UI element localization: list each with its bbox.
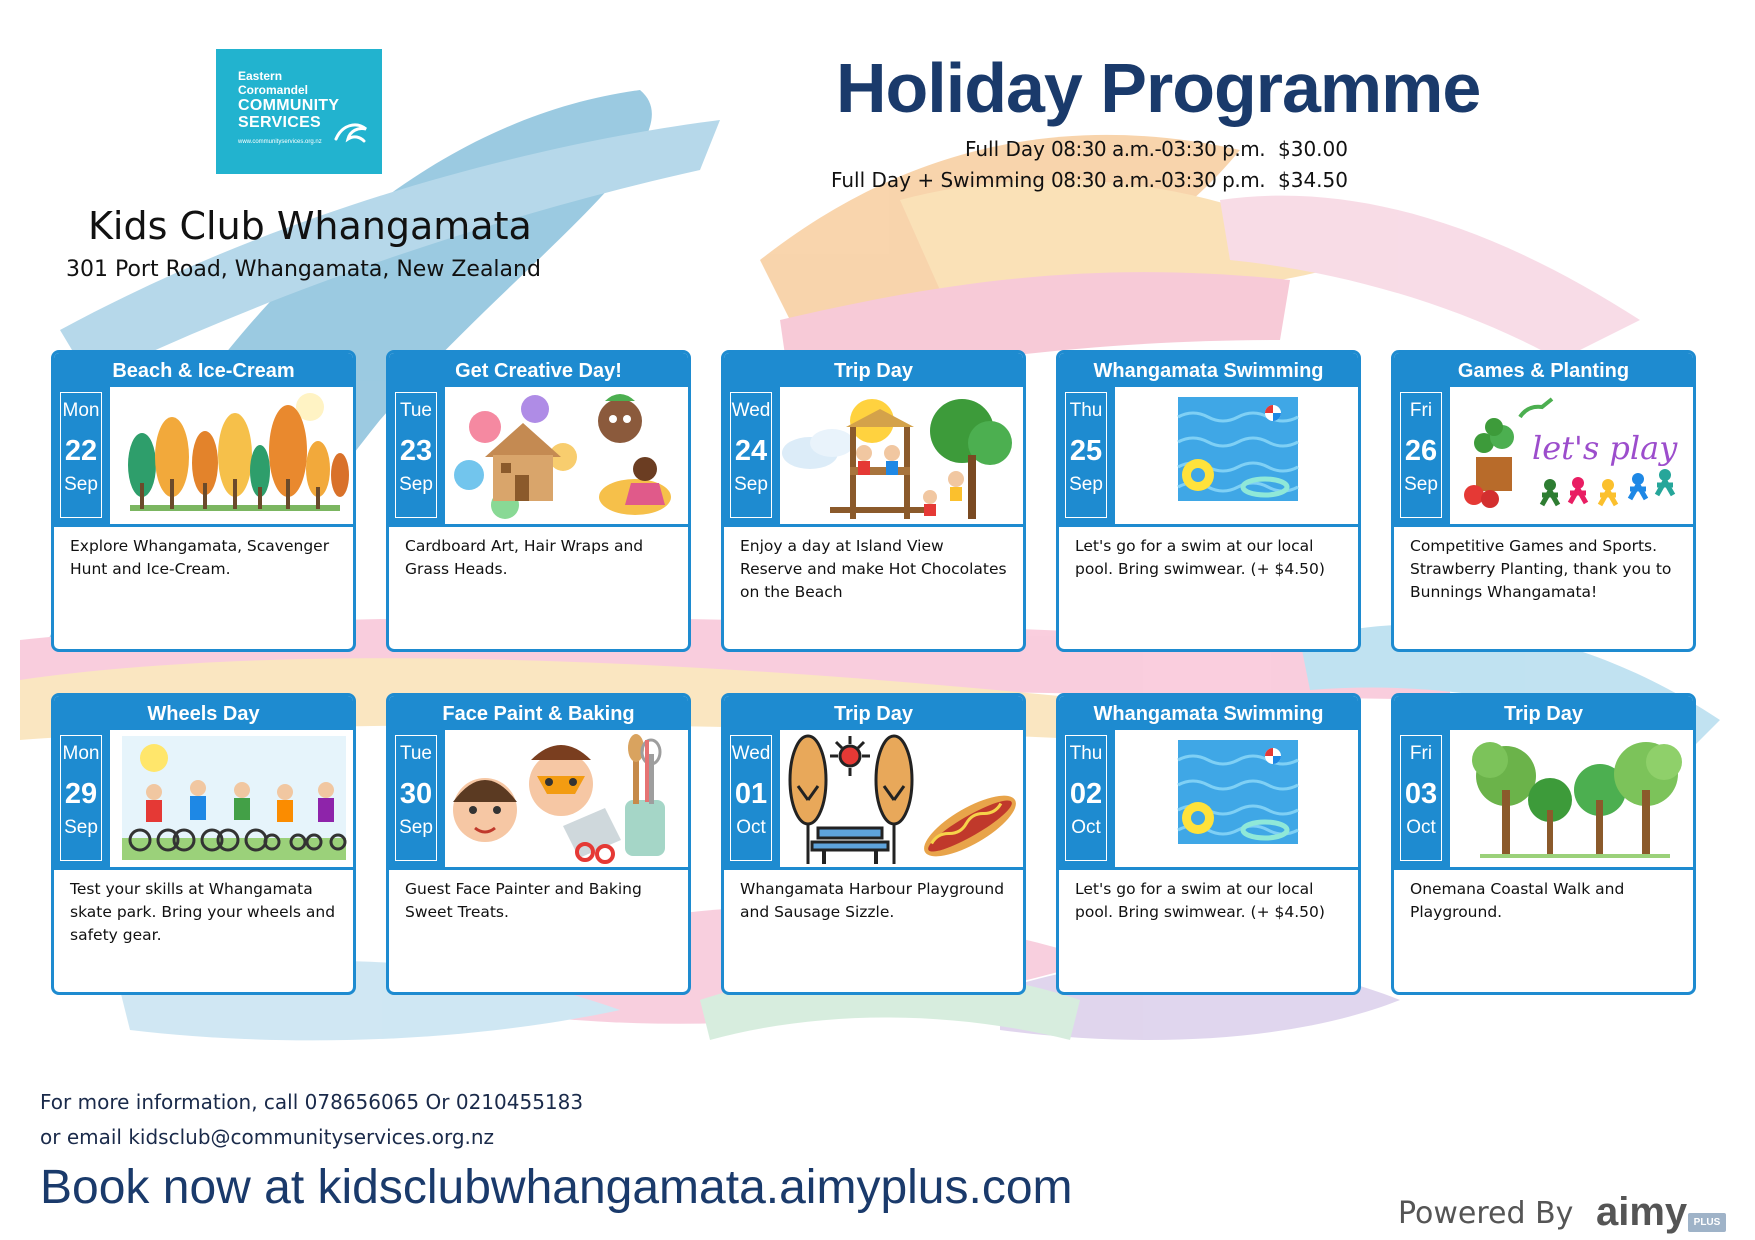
date-badge <box>1065 735 1107 861</box>
date-badge <box>60 735 102 861</box>
date-column <box>389 387 445 524</box>
card-title: Whangamata Swimming <box>1059 696 1358 730</box>
price-list <box>820 137 1360 199</box>
date-badge <box>395 392 437 518</box>
date-column <box>724 387 780 524</box>
park-hotdog-illustration <box>780 730 1023 867</box>
date-day: 02 <box>1069 778 1103 810</box>
crafts-illustration <box>445 387 688 524</box>
activity-card <box>1391 350 1696 652</box>
date-weekday: Wed <box>731 743 771 764</box>
date-month: Sep <box>399 817 433 838</box>
logo-line-2: Coromandel <box>238 83 309 97</box>
date-month: Sep <box>734 474 768 495</box>
lets-play-illustration <box>1450 387 1693 524</box>
card-title: Beach & Ice-Cream <box>54 353 353 387</box>
community-services-logo <box>216 49 382 174</box>
price-amount: $30.00 <box>1278 137 1348 161</box>
price-label: Full Day <box>964 137 1045 161</box>
logo-url: www.communityservices.org.nz <box>238 139 322 145</box>
date-day: 30 <box>399 778 433 810</box>
date-weekday: Mon <box>62 743 100 764</box>
price-amount: $34.50 <box>1278 168 1348 192</box>
date-month: Oct <box>1406 817 1436 838</box>
playground-illustration <box>780 387 1023 524</box>
activity-card <box>386 693 691 995</box>
date-badge <box>1400 392 1442 518</box>
logo-line-1: Eastern <box>238 69 283 83</box>
price-row <box>820 137 1360 168</box>
page-title: Holiday Programme <box>836 49 1481 127</box>
date-month: Oct <box>1071 817 1101 838</box>
card-description: Enjoy a day at Island View Reserve and make Hot Chocolates on the Beach <box>724 524 1023 649</box>
activity-card <box>721 350 1026 652</box>
date-weekday: Mon <box>62 400 100 421</box>
date-month: Oct <box>736 817 766 838</box>
card-title: Wheels Day <box>54 696 353 730</box>
price-row <box>820 168 1360 199</box>
date-day: 26 <box>1404 435 1438 467</box>
date-day: 01 <box>734 778 768 810</box>
date-badge <box>730 392 772 518</box>
pool-illustration <box>1115 387 1358 524</box>
powered-by-label: Powered By <box>1398 1196 1574 1231</box>
date-month: Sep <box>399 474 433 495</box>
aimy-plus-badge: PLUS <box>1688 1213 1726 1232</box>
date-badge <box>1065 392 1107 518</box>
date-column <box>1394 387 1450 524</box>
club-address: 301 Port Road, Whangamata, New Zealand <box>66 257 541 282</box>
price-label: Full Day + Swimming <box>830 168 1045 192</box>
date-column <box>1059 387 1115 524</box>
activity-card <box>721 693 1026 995</box>
card-description: Whangamata Harbour Playground and Sausage Sizzle. <box>724 867 1023 992</box>
date-badge <box>1400 735 1442 861</box>
date-badge <box>60 392 102 518</box>
card-description: Test your skills at Whangamata skate park. Bring your wheels and safety gear. <box>54 867 353 992</box>
activity-card <box>1056 693 1361 995</box>
card-description: Onemana Coastal Walk and Playground. <box>1394 867 1693 992</box>
date-month: Sep <box>1069 474 1103 495</box>
card-title: Face Paint & Baking <box>389 696 688 730</box>
date-day: 24 <box>734 435 768 467</box>
price-time: 08:30 a.m.-03:30 p.m. <box>1051 168 1266 192</box>
aimy-logo: aimy <box>1596 1190 1688 1234</box>
card-description: Explore Whangamata, Scavenger Hunt and Ice-Cream. <box>54 524 353 649</box>
price-time: 08:30 a.m.-03:30 p.m. <box>1051 137 1266 161</box>
logo-line-4: SERVICES <box>238 114 322 131</box>
date-weekday: Thu <box>1069 743 1103 764</box>
activity-card <box>51 693 356 995</box>
card-title: Trip Day <box>1394 696 1693 730</box>
card-title: Trip Day <box>724 353 1023 387</box>
date-weekday: Tue <box>399 400 433 421</box>
bikes-illustration <box>110 730 353 867</box>
card-description: Let's go for a swim at our local pool. Bring swimwear. (+ $4.50) <box>1059 867 1358 992</box>
date-weekday: Tue <box>399 743 433 764</box>
date-day: 22 <box>64 435 98 467</box>
logo-line-3: COMMUNITY <box>238 97 340 114</box>
date-column <box>724 730 780 867</box>
date-column <box>1394 730 1450 867</box>
activity-card <box>386 350 691 652</box>
activity-card <box>1391 693 1696 995</box>
card-description: Competitive Games and Sports. Strawberry Planting, thank you to Bunnings Whangamata! <box>1394 524 1693 649</box>
date-month: Sep <box>1404 474 1438 495</box>
card-description: Cardboard Art, Hair Wraps and Grass Heads. <box>389 524 688 649</box>
date-day: 29 <box>64 778 98 810</box>
date-weekday: Thu <box>1069 400 1103 421</box>
date-badge <box>730 735 772 861</box>
card-description: Let's go for a swim at our local pool. Bring swimwear. (+ $4.50) <box>1059 524 1358 649</box>
card-description: Guest Face Painter and Baking Sweet Treats. <box>389 867 688 992</box>
wave-icon <box>334 119 370 145</box>
card-title: Get Creative Day! <box>389 353 688 387</box>
face-paint-baking-illustration <box>445 730 688 867</box>
pool-illustration <box>1115 730 1358 867</box>
date-month: Sep <box>64 474 98 495</box>
date-day: 25 <box>1069 435 1103 467</box>
date-weekday: Fri <box>1409 400 1433 421</box>
date-day: 23 <box>399 435 433 467</box>
card-title: Trip Day <box>724 696 1023 730</box>
contact-phone: For more information, call 078656065 Or 0210455183 <box>40 1090 584 1114</box>
date-column <box>54 387 110 524</box>
date-day: 03 <box>1404 778 1438 810</box>
activity-card <box>1056 350 1361 652</box>
club-name: Kids Club Whangamata <box>88 204 532 248</box>
autumn-trees-illustration <box>110 387 353 524</box>
date-badge <box>395 735 437 861</box>
date-weekday: Fri <box>1409 743 1433 764</box>
date-column <box>54 730 110 867</box>
contact-email[interactable]: or email kidsclub@communityservices.org.nz <box>40 1125 495 1149</box>
green-trees-illustration <box>1450 730 1693 867</box>
date-column <box>389 730 445 867</box>
card-title: Whangamata Swimming <box>1059 353 1358 387</box>
date-month: Sep <box>64 817 98 838</box>
booking-link[interactable]: Book now at kidsclubwhangamata.aimyplus.com <box>40 1161 1073 1214</box>
activity-card <box>51 350 356 652</box>
date-column <box>1059 730 1115 867</box>
card-title: Games & Planting <box>1394 353 1693 387</box>
date-weekday: Wed <box>731 400 771 421</box>
